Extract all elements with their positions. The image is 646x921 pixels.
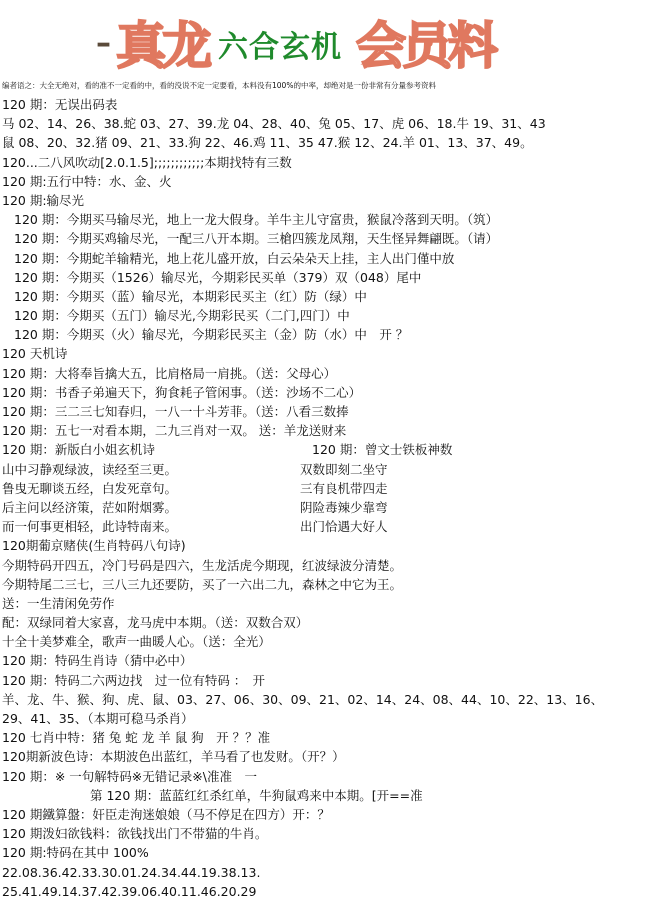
text-line: 羊、龙、牛、猴、狗、虎、鼠、03、27、06、30、09、21、02、14、24、08、44、10、22、13、16、 (2, 691, 604, 707)
text-line: 120 期：书香子弟遍天下，狗食耗子管闲事。（送：沙场不二心） (2, 384, 362, 400)
text-line: 120 期：今期买（五门）输尽光,今期彩民买（二门,四门）中 (14, 308, 350, 324)
text-line: 120 期：特码生肖诗（猜中必中） (2, 653, 193, 669)
text-line: 配：双绿同着大家喜，龙马虎中本期。（送：双数合双） (2, 615, 309, 631)
text-line: 120...二八风吹动[2.0.1.5];;;;;;;;;;;;本期找特有三数 (2, 154, 292, 170)
text-line: 120 期：无误出码表 (2, 97, 118, 112)
text-line: 120 七肖中特：猪 兔 蛇 龙 羊 鼠 狗 开 ？？准 (2, 730, 271, 746)
text-line: 十全十美梦难全，歌声一曲暖人心。（送：全光） (2, 634, 271, 650)
text-line: 120 期泼妇欲钱料：欲钱找出门不带猫的牛肖。 (2, 826, 268, 842)
text-line: 马 02、14、26、38.蛇 03、27、39.龙 04、28、40、兔 05、17、虎 06、18.牛 19、31、43 (2, 116, 546, 132)
text-line: 120 期：特码二六两边找 过一位有特码 ： 开 (2, 672, 266, 688)
text-line: 120 期：今期买（火）输尽光，今期彩民买主（金）防（水）中 开 ？ (14, 327, 409, 343)
poem-left: 120 期：新版白小姐玄机诗 (2, 442, 155, 458)
title-brand: 真龙 (116, 16, 208, 75)
two-column-line (2, 440, 642, 459)
text-line: 120 期：今期买马输尽光，地上一龙大假身。羊牛主儿守富贵，猴鼠冷落到天明。（筑） (14, 212, 499, 228)
number-line: 25.41.49.14.37.42.39.06.40.11.46.20.29 (2, 883, 257, 899)
document-body (2, 95, 642, 901)
text-line: 第 120 期：蓝蓝红红杀红单，牛狗鼠鸡来中本期。[开==准 (90, 787, 423, 803)
text-line: 120 期：※ 一句解特码※无错记录※\准准 一 (2, 768, 257, 784)
poem-right: 出门恰遇大好人 (300, 519, 388, 535)
text-line: 送：一生清闲免劳作 (2, 595, 115, 611)
text-line: 120 期：今期买（蓝）输尽光，本期彩民买主（红）防（绿）中 (14, 288, 367, 304)
poem-right: 双数即刻二坐守 (300, 461, 388, 477)
disclaimer-text: 编者语之：大全无绝对，看的准不一定看的中，看的没说不定一定要看，本料没有100%的中率，却绝对是一份非常有分量参考资料 (2, 81, 436, 90)
text-line: 120 期：今期蛇羊输精光，地上花儿盛开放，白云朵朵天上挂，主人出门僅中放 (14, 250, 455, 266)
text-line: 今期特尾二三七，三八三九还要防，买了一六出二九，森林之中它为王。 (2, 576, 403, 592)
text-line: 今期特码开四五，冷门号码是四六，生龙活虎今期现，红波绿波分清楚。 (2, 557, 403, 573)
text-line: 29、41、35、（本期可稳马杀肖） (2, 711, 194, 726)
text-line: 120期葡京赌侠(生肖特码八句诗) (2, 538, 186, 554)
poem-right: 阴险毒辣少靠弯 (300, 499, 388, 515)
poem-left: 山中习静观绿波，读经至三更。 (2, 461, 178, 477)
text-line: 鼠 08、20、32.猪 09、21、33.狗 22、46.鸡 11、35 47.猴 12、24.羊 01、13、37、49。 (2, 135, 533, 151)
text-line: 120 期：大将奉旨擒大五，比肩格局一肩挑。（送：父母心） (2, 365, 337, 381)
text-line: 120期新波色诗：本期波色出蓝红，羊马看了也发财。（开？） (2, 749, 345, 765)
text-line: 120 期:五行中特：水、金、火 (2, 173, 172, 189)
poem-right: 三有良机带四走 (300, 480, 388, 496)
two-column-line (2, 479, 642, 498)
title-subtitle: 六合玄机 (218, 30, 342, 65)
poem-left: 鲁曳无聊谈五经，白发死章句。 (2, 480, 178, 496)
text-line: 120 期：今期买鸡输尽光，一配三八开本期。三槍四簇龙凤翔，天生怪异舞翩既。（请） (14, 231, 499, 247)
two-column-line (2, 460, 642, 479)
title-dash: – (96, 26, 111, 61)
two-column-line (2, 517, 642, 536)
text-line: 120 期：三二三七知春归，一八一十斗芳菲。（送：八看三数捧 (2, 404, 349, 419)
page-header (0, 0, 646, 78)
number-line: 22.08.36.42.33.30.01.24.34.44.19.38.13. (2, 864, 261, 880)
two-column-line (2, 498, 642, 517)
text-line: 120 期：今期买（1526）输尽光，今期彩民买单（379）双（048）尾中 (14, 269, 422, 285)
text-line: 120 期:输尽光 (2, 192, 85, 208)
poem-right: 120 期：曾文士铁板神数 (312, 442, 453, 458)
title-member: 会员料 (356, 16, 494, 75)
poem-left: 而一何事更相轻，此诗特南来。 (2, 519, 178, 535)
text-line: 120 天机诗 (2, 346, 68, 362)
text-line: 120 期鐵算盤：奸臣走洵迷娘娘（马不停足在四方）开：？ (2, 806, 330, 822)
text-line: 120 期:特码在其中 100% (2, 845, 149, 861)
text-line: 120 期：五七一对看本期，二九三肖对一双。 送：羊龙送财来 (2, 423, 347, 439)
poem-left: 后主问以经济策，茫如附烟雾。 (2, 499, 178, 515)
